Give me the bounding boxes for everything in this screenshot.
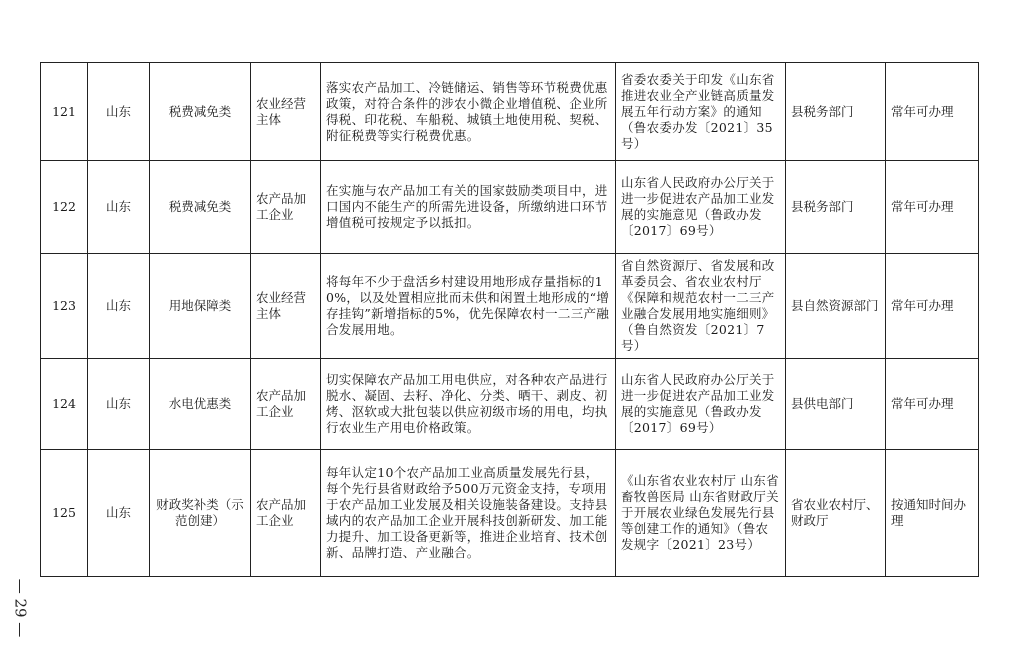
policy-document-cell: 山东省人民政府办公厅关于进一步促进农产品加工业发展的实施意见（鲁政办发〔2017〕69号） [616,161,786,254]
table-row [41,254,979,359]
target-cell: 农产品加工企业 [251,450,321,577]
department-cell: 县税务部门 [786,63,886,161]
department-cell: 省农业农村厅、财政厅 [786,450,886,577]
table-body [41,63,979,577]
table-row [41,450,979,577]
department-cell: 县供电部门 [786,359,886,450]
policy-content-cell: 在实施与农产品加工有关的国家鼓励类项目中，进口国内不能生产的所需先进设备，所缴纳进口环节增值税可按规定予以抵扣。 [321,161,616,254]
policy-content-cell: 每年认定10个农产品加工业高质量发展先行县，每个先行县省财政给予500万元资金支持，专项用于农产品加工业发展及相关设施装备建设。支持县域内的农产品加工企业开展科技创新研发、加工能力提升、加工设备更新等，推进企业培育、技术创新、品牌打造、产业融合。 [321,450,616,577]
timing-cell: 常年可办理 [886,161,979,254]
page-number-text: — 29 — [11,578,29,638]
category-cell: 用地保障类 [150,254,251,359]
category-cell: 水电优惠类 [150,359,251,450]
row-number: 121 [41,63,88,161]
row-number: 122 [41,161,88,254]
department-cell: 县税务部门 [786,161,886,254]
timing-cell: 常年可办理 [886,63,979,161]
table-row [41,359,979,450]
province-cell: 山东 [88,161,150,254]
policy-content-cell: 切实保障农产品加工用电供应，对各种农产品进行脱水、凝固、去籽、净化、分类、晒干、剥皮、初烤、沤软或大批包装以供应初级市场的用电，均执行农业生产用电价格政策。 [321,359,616,450]
timing-cell: 常年可办理 [886,254,979,359]
policy-document-cell: 省自然资源厅、省发展和改革委员会、省农业农村厅《保障和规范农村一二三产业融合发展用地实施细则》（鲁自然资发〔2021〕7号） [616,254,786,359]
policy-content-cell: 落实农产品加工、冷链储运、销售等环节税费优惠政策，对符合条件的涉农小微企业增值税、企业所得税、印花税、车船税、城镇土地使用税、契税、附征税费等实行税费优惠。 [321,63,616,161]
row-number: 125 [41,450,88,577]
department-cell: 县自然资源部门 [786,254,886,359]
target-cell: 农产品加工企业 [251,161,321,254]
timing-cell: 按通知时间办理 [886,450,979,577]
timing-cell: 常年可办理 [886,359,979,450]
policy-document-cell: 《山东省农业农村厅 山东省畜牧兽医局 山东省财政厅关于开展农业绿色发展先行县等创建工作的通知》（鲁农发规字〔2021〕23号） [616,450,786,577]
policy-table [40,62,979,577]
category-cell: 税费减免类 [150,161,251,254]
category-cell: 税费减免类 [150,63,251,161]
province-cell: 山东 [88,63,150,161]
province-cell: 山东 [88,359,150,450]
policy-content-cell: 将每年不少于盘活乡村建设用地形成存量指标的10%，以及处置相应批而未供和闲置土地形成的“增存挂钩”新增指标的5%，优先保障农村一二三产融合发展用地。 [321,254,616,359]
table-row [41,161,979,254]
table-row [41,63,979,161]
category-cell: 财政奖补类（示范创建） [150,450,251,577]
page-number [6,568,34,648]
target-cell: 农产品加工企业 [251,359,321,450]
policy-document-cell: 山东省人民政府办公厅关于进一步促进农产品加工业发展的实施意见（鲁政办发〔2017〕69号） [616,359,786,450]
province-cell: 山东 [88,254,150,359]
target-cell: 农业经营主体 [251,63,321,161]
row-number: 124 [41,359,88,450]
row-number: 123 [41,254,88,359]
policy-document-cell: 省委农委关于印发《山东省推进农业全产业链高质量发展五年行动方案》的通知（鲁农委办发〔2021〕35号） [616,63,786,161]
province-cell: 山东 [88,450,150,577]
target-cell: 农业经营主体 [251,254,321,359]
